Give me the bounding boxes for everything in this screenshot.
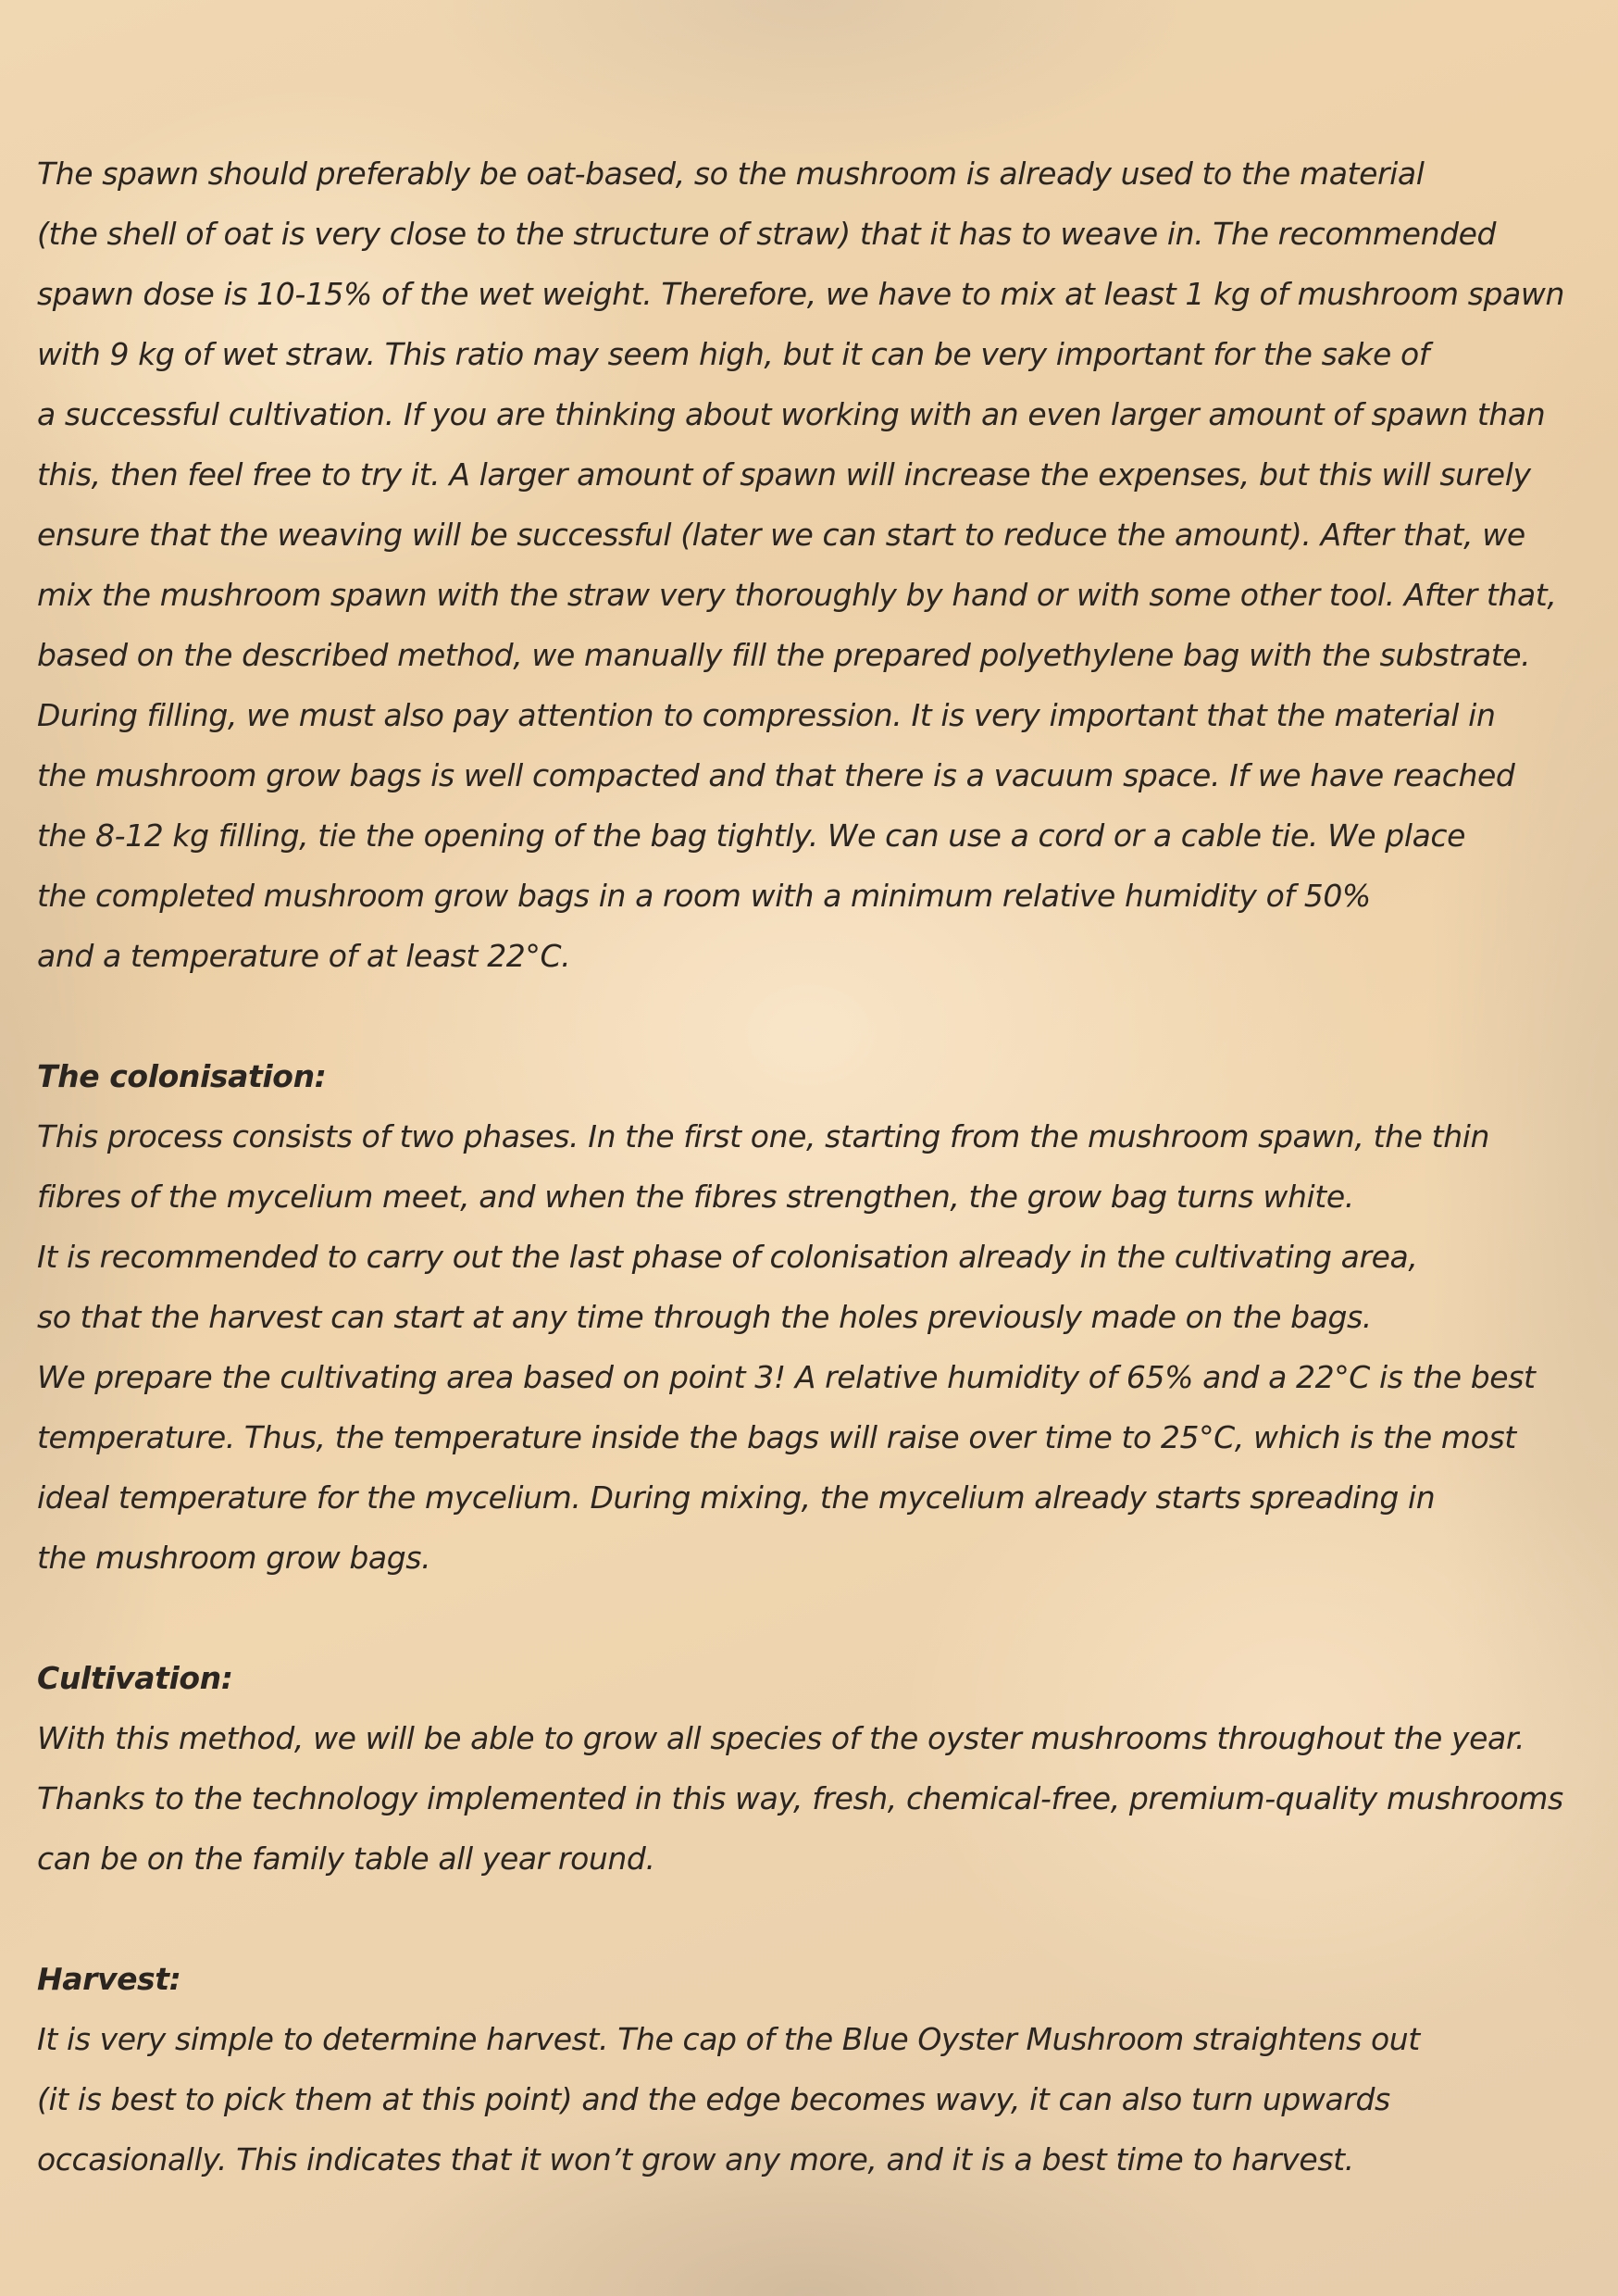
intro-paragraph (37, 144, 1601, 986)
document-body (37, 144, 1601, 2190)
text-line: mix the mushroom spawn with the straw very thoroughly by hand or with some other tool. After that, (37, 577, 1557, 613)
text-line: It is recommended to carry out the last phase of colonisation already in the cultivating area, (37, 1239, 1418, 1275)
section-heading: The colonisation: (37, 1058, 327, 1094)
text-line: We prepare the cultivating area based on point 3! A relative humidity of 65% and a 22°C is the best (37, 1359, 1536, 1395)
text-line: (the shell of oat is very close to the structure of straw) that it has to weave in. The recommended (37, 216, 1497, 252)
paragraph-gap (37, 986, 1601, 1046)
text-line: ideal temperature for the mycelium. During mixing, the mycelium already starts spreading in (37, 1479, 1436, 1516)
harvest-section (37, 1949, 1601, 2190)
text-line: It is very simple to determine harvest. The cap of the Blue Oyster Mushroom straightens out (37, 2021, 1420, 2057)
text-line: can be on the family table all year round. (37, 1841, 655, 1877)
section-heading: Cultivation: (37, 1660, 233, 1696)
text-line: the completed mushroom grow bags in a room with a minimum relative humidity of 50% (37, 878, 1371, 914)
text-line: (it is best to pick them at this point) and the edge becomes wavy, it can also turn upwards (37, 2081, 1390, 2117)
text-line: based on the described method, we manually fill the prepared polyethylene bag with the substrate. (37, 637, 1531, 673)
paragraph-gap (37, 1588, 1601, 1648)
text-line: a successful cultivation. If you are thinking about working with an even larger amount of spawn than (37, 396, 1546, 432)
text-line: The spawn should preferably be oat-based, so the mushroom is already used to the material (37, 156, 1425, 192)
text-line: and a temperature of at least 22°C. (37, 938, 571, 974)
text-line: the mushroom grow bags is well compacted and that there is a vacuum space. If we have reached (37, 757, 1515, 793)
text-line: spawn dose is 10-15% of the wet weight. Therefore, we have to mix at least 1 kg of mushroom spawn (37, 276, 1564, 312)
text-line: temperature. Thus, the temperature inside the bags will raise over time to 25°C, which is the most (37, 1419, 1516, 1455)
text-line: ensure that the weaving will be successful (later we can start to reduce the amount). After that, we (37, 517, 1525, 553)
text-line: This process consists of two phases. In the first one, starting from the mushroom spawn, the thin (37, 1118, 1489, 1154)
text-line: the mushroom grow bags. (37, 1540, 431, 1576)
cultivation-section (37, 1648, 1601, 1889)
paragraph-gap (37, 1889, 1601, 1949)
colonisation-section (37, 1046, 1601, 1588)
text-line: With this method, we will be able to grow all species of the oyster mushrooms throughout the year. (37, 1720, 1525, 1756)
text-line: this, then feel free to try it. A larger amount of spawn will increase the expenses, but this will surely (37, 456, 1531, 493)
section-heading: Harvest: (37, 1961, 181, 1997)
text-line: with 9 kg of wet straw. This ratio may seem high, but it can be very important for the sake of (37, 336, 1429, 372)
text-line: occasionally. This indicates that it won’t grow any more, and it is a best time to harvest. (37, 2141, 1354, 2177)
text-line: fibres of the mycelium meet, and when the fibres strengthen, the grow bag turns white. (37, 1179, 1354, 1215)
text-line: During filling, we must also pay attention to compression. It is very important that the material in (37, 697, 1496, 733)
text-line: so that the harvest can start at any time through the holes previously made on the bags. (37, 1299, 1372, 1335)
text-line: Thanks to the technology implemented in this way, fresh, chemical-free, premium-quality mushrooms (37, 1780, 1563, 1816)
text-line: the 8-12 kg filling, tie the opening of the bag tightly. We can use a cord or a cable tie. We place (37, 817, 1466, 854)
